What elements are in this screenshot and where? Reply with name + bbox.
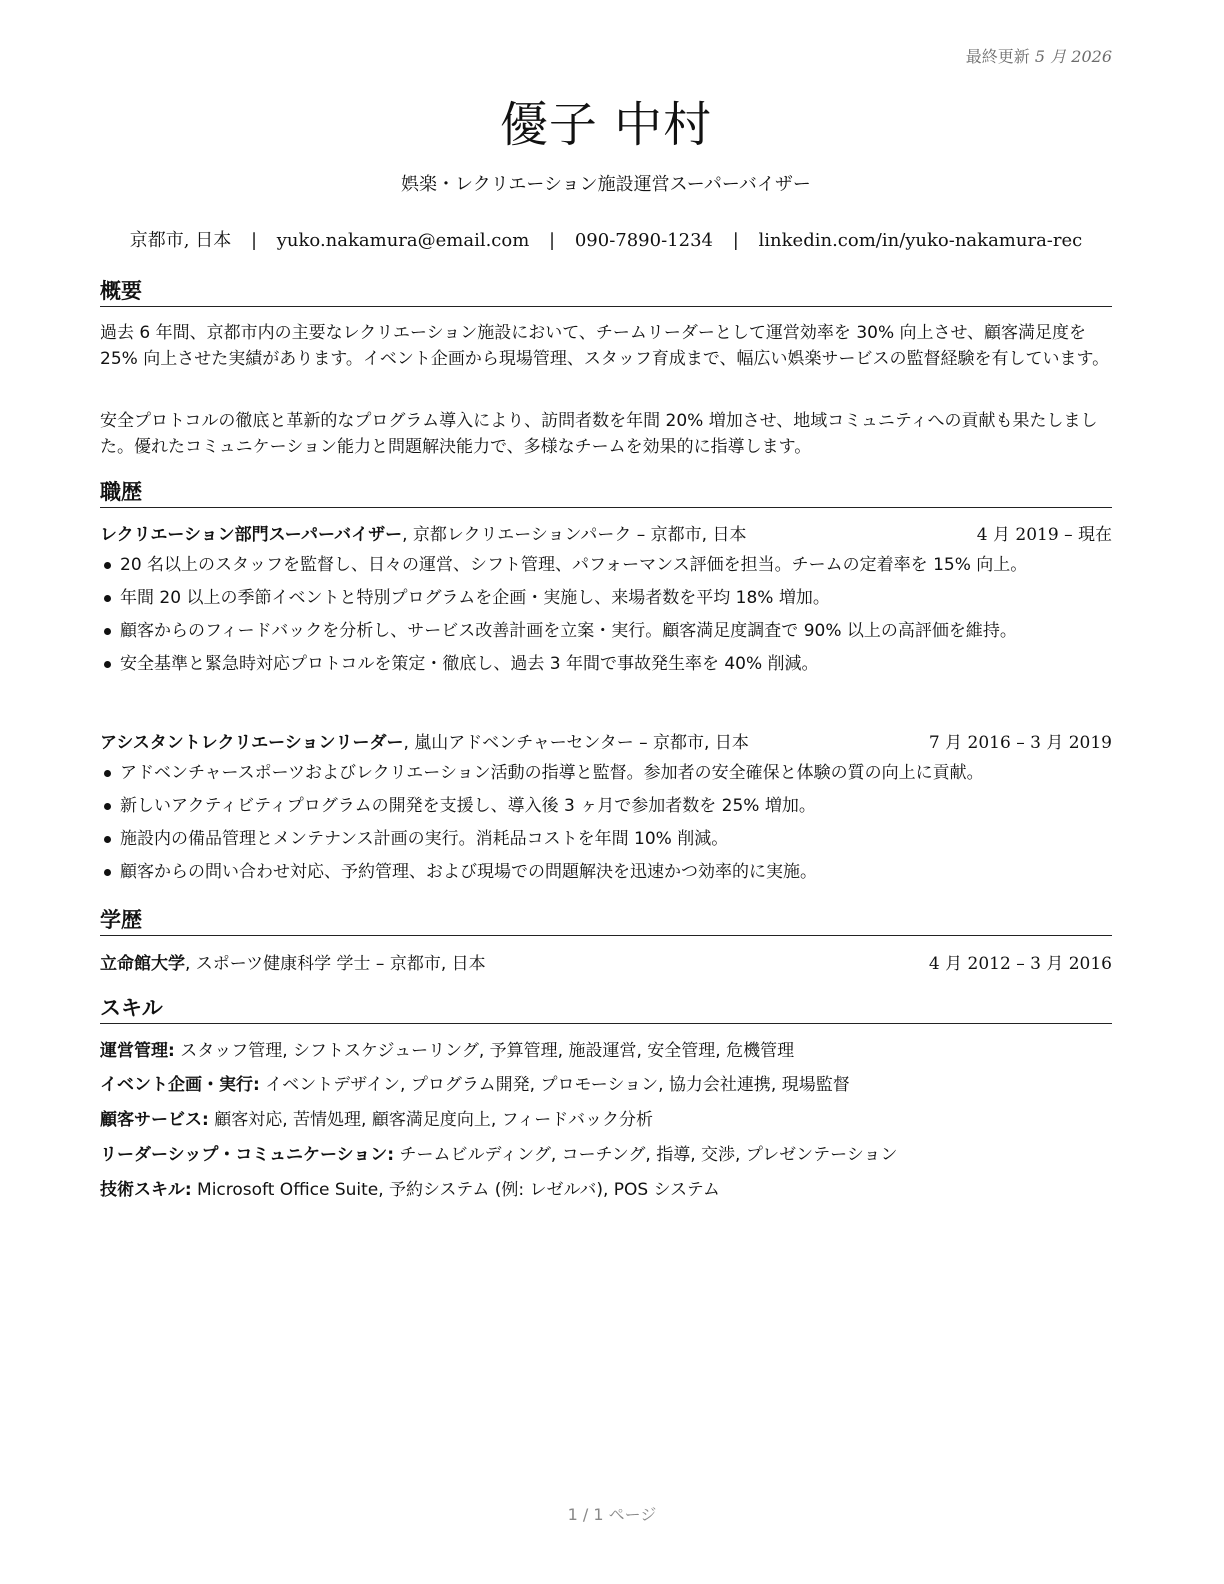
list-item: アドベンチャースポーツおよびレクリエーション活動の指導と監督。参加者の安全確保と体験の質の向上に貢献。 [100,760,1112,786]
job-dates: 4 月 2019 – 現在 [976,525,1112,545]
contact-phone[interactable]: 090-7890-1234 [574,230,713,251]
skill-value: イベントデザイン, プログラム開発, プロモーション, 協力会社連携, 現場監督 [259,1075,850,1095]
last-updated-year: 2026 [1071,47,1112,66]
education-degree: , スポーツ健康科学 学士 – 京都市, 日本 [185,954,486,974]
list-item: 安全基準と緊急時対応プロトコルを策定・徹底し、過去 3 年間で事故発生率を 40% 削減。 [100,651,1112,677]
skill-value: チームビルディング, コーチング, 指導, 交渉, プレゼンテーション [394,1145,898,1165]
skill-value: スタッフ管理, シフトスケジューリング, 予算管理, 施設運営, 安全管理, 危機管理 [174,1041,795,1061]
job-company: , 京都レクリエーションパーク – 京都市, 日本 [402,525,747,545]
section-title-summary: 概要 [100,278,1112,307]
contact-separator: | [549,230,556,251]
list-item: 年間 20 以上の季節イベントと特別プログラムを企画・実施し、来場者数を平均 18% 増加。 [100,585,1112,611]
skill-value: Microsoft Office Suite, 予約システム (例: レゼルバ), POS システム [191,1180,720,1200]
candidate-name: 優子 中村 [499,97,713,153]
job-role: アシスタントレクリエーションリーダー [100,733,404,753]
contact-separator: | [250,230,258,251]
resume-page [100,0,1112,1584]
skill-value: 顧客対応, 苦情処理, 顧客満足度向上, フィードバック分析 [208,1110,653,1130]
list-item: 施設内の備品管理とメンテナンス計画の実行。消耗品コストを年間 10% 削減。 [100,826,1112,852]
section-title-skills: スキル [100,995,1112,1024]
last-updated-month: 5 月 [1034,47,1067,66]
page-number: 1 / 1 ページ [567,1505,657,1524]
skill-row [100,1073,1112,1097]
contact-separator: | [732,230,739,251]
list-item: 顧客からの問い合わせ対応、予約管理、および現場での問題解決を迅速かつ効率的に実施。 [100,859,1112,885]
education-school: 立命館大学 [100,954,185,974]
job-role: レクリエーション部門スーパーバイザー [100,525,403,545]
section-title-experience: 職歴 [100,479,1112,508]
contact-linkedin[interactable]: linkedin.com/in/yuko-nakamura-rec [758,230,1083,251]
skill-row [100,1143,1112,1167]
candidate-tagline: 娯楽・レクリエーション施設運営スーパーバイザー [401,174,811,195]
job-bullets [100,760,1112,892]
job-dates: 7 月 2016 – 3 月 2019 [928,733,1112,753]
job-header [100,523,1112,547]
skill-label: イベント企画・実行: [100,1075,260,1095]
last-updated [966,44,1112,67]
contact-location: 京都市, 日本 [129,230,232,251]
summary-paragraph: 過去 6 年間、京都市内の主要なレクリエーション施設において、チームリーダーとして運営効率を 30% 向上させ、顧客満足度を 25% 向上させた実績があります。イベント企画から現場管理、スタッフ育成まで、幅広い娯楽サービスの監督経験を有しています。 [100,323,1110,369]
last-updated-label: 最終更新 [965,47,1030,66]
education-dates: 4 月 2012 – 3 月 2016 [928,954,1112,974]
list-item: 顧客からのフィードバックを分析し、サービス改善計画を立案・実行。顧客満足度調査で 90% 以上の高評価を維持。 [100,618,1112,644]
list-item: 新しいアクティビティプログラムの開発を支援し、導入後 3 ヶ月で参加者数を 25% 増加。 [100,793,1112,819]
job-header [100,731,1112,755]
skill-row [100,1178,1112,1202]
contact-email[interactable]: yuko.nakamura@email.com [276,230,530,251]
job-bullets [100,552,1112,684]
skill-label: 運営管理: [100,1041,175,1061]
job-company: , 嵐山アドベンチャーセンター – 京都市, 日本 [403,733,749,753]
contact-line [100,226,1112,252]
skill-row [100,1108,1112,1132]
skill-row [100,1039,1112,1063]
section-title-education: 学歴 [100,907,1112,936]
skill-label: 技術スキル: [100,1180,192,1200]
skill-label: リーダーシップ・コミュニケーション: [100,1145,395,1165]
summary-paragraph: 安全プロトコルの徹底と革新的なプログラム導入により、訪問者数を年間 20% 増加させ、地域コミュニティへの貢献も果たしました。優れたコミュニケーション能力と問題解決能力で、多様なチームを効果的に指導します。 [100,411,1098,457]
skill-label: 顧客サービス: [100,1110,209,1130]
education-row [100,952,1112,976]
list-item: 20 名以上のスタッフを監督し、日々の運営、シフト管理、パフォーマンス評価を担当。チームの定着率を 15% 向上。 [100,552,1112,578]
